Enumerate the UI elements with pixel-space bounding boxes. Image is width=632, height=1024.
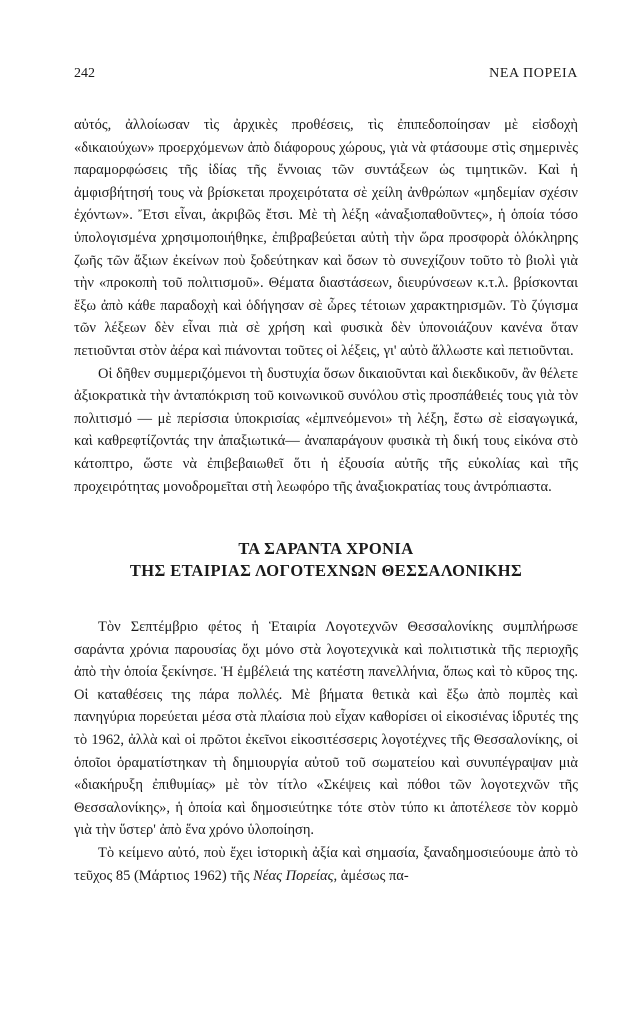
section-heading-line-1: ΤΑ ΣΑΡΑΝΤΑ ΧΡΟΝΙΑ: [238, 539, 414, 559]
section-paragraph-2-end: , ἀμέσως πα-: [333, 867, 409, 884]
section-paragraph-1: Τὸν Σεπτέμβριο φέτος ἡ Ἑταιρία Λογοτεχνῶν Θεσσαλονίκης συμπλήρωσε σαράντα χρόνια παρουσίας ὄχι μόνο στὰ λογοτεχνικὰ καὶ πολιτιστικὰ τῆς περιοχῆς ἀπὸ τὴν ὁποία ξεκίνησε. Ἡ ἐμβέλειά της κατέστη πανελλήνια, ὅπως καὶ τὸ κῦρος της. Οἱ καταθέσεις της πάρα πολλές. Μὲ βήματα θετικὰ καὶ ἔξω ἀπὸ πομπὲς καὶ πανηγύρια πορεύεται μέσα στὰ πλαίσια ποὺ εἶχαν καθορίσει οἱ εἰκοσιένας ἱδρυτές της τὸ 1962, ἀλλὰ καὶ οἱ πρῶτοι ἐκεῖνοι εἰκοσιτέσσερις λογοτέχνες τῆς Θεσσαλονίκης, οἱ ὁποῖοι ὁραματίστηκαν τὴ δημιουργία αὐτοῦ τοῦ σωματείου καὶ συνυπέγραψαν μιὰ «διακήρυξη ἐπιθυμίας» μὲ τὸν τίτλο «Σκέψεις καὶ πόθοι τῶν λογοτεχνῶν τῆς Θεσσαλονίκης», ἡ ὁποία καὶ δημοσιεύτηκε τότε στὸν τύπο κι ἀποτέλεσε τὸν κορμὸ γιὰ τὴν ὕστερ' ἀπὸ ἕνα χρόνο ὑλοποίηση.: [74, 619, 578, 839]
running-header: [74, 66, 578, 82]
section-paragraph-2: [74, 842, 578, 887]
section-heading-line-2: ΤΗΣ ΕΤΑΙΡΙΑΣ ΛΟΓΟΤΕΧΝΩΝ ΘΕΣΣΑΛΟΝΙΚΗΣ: [129, 561, 523, 581]
section-paragraph-2-start: Τὸ κείμενο αὐτό, ποὺ ἔχει ἱστορικὴ ἀξία καὶ σημασία, ξαναδημοσιεύουμε ἀπὸ τὸ τεῦχος 85 (Μάρτιος 1962) τῆς: [74, 845, 578, 884]
article-paragraph-1: αὐτός, ἀλλοίωσαν τὶς ἀρχικὲς προθέσεις, τὶς ἐπιπεδοποίησαν μὲ εἰσδοχὴ «δικαιούχων» προερχόμενων ἀπὸ διάφορους χώρους, γιὰ νὰ φτάσουμε στὶς σημερινὲς παραμορφώσεις τῆς ἰδίας τῆς ἔννοιας τῶν συντάξεων ὡς τιμητικῶν. Καὶ ἡ ἀμφισβήτησή τους νὰ βρίσκεται προχειρότατα σὲ χείλη ἀνθρώπων «μηδεμίαν σχέσιν ἐχόντων». Ἔτσι εἶναι, ἀκριβῶς ἔτσι. Μὲ τὴ λέξη «ἀναξιοπαθοῦντες», ἡ ὁποία τόσο ὑπολογισμένα χρησιμοποιήθηκε, ἐπιβραβεύεται αὐτὴ τὴν ὥρα προσφορὰ ὁλόκληρης ζωῆς τῶν ἄξιων ἐκείνων ποὺ ξοδεύτηκαν καὶ ὅσων τὸ συνεχίζουν τοῦτο τὸ βιολὶ γιὰ τὴν «προκοπὴ τοῦ πολιτισμοῦ». Θέματα διαστάσεων, διευρύνσεων κ.τ.λ. βρίσκονται ἔξω ἀπὸ κάθε παραδοχὴ καὶ ὁδήγησαν σὲ ὧρες τέτοιων χαρακτηρισμῶν. Τὸ ζύγισμα τῶν λέξεων δὲν εἶναι πιὰ σὲ χρήση καὶ φυσικὰ δὲν ὑπονοιάζουν κανένα ὅταν πετιοῦνται στὸν ἀέρα καὶ πιάνονται τοῦτες οἱ λέξεις, γι' αὐτὸ ἄλλωστε καὶ πετιοῦνται.: [74, 117, 578, 359]
page-number: 242: [74, 66, 95, 81]
article-paragraph-2: Οἱ δῆθεν συμμεριζόμενοι τὴ δυστυχία ὅσων δικαιοῦνται καὶ διεκδικοῦν, ἂν θέλετε ἀξιοκρατικὰ τὴν ἀνταπόκριση τοῦ κοινωνικοῦ συνόλου στὶς προσπάθειές τους γιὰ τὸν πολιτισμό — μὲ περίσσια ὑποκρισίας «ἐμπνεόμενοι» τὴ λέξη, ἔστω σὲ εἰσαγωγικά, καὶ καθρεφτίζοντάς την ἀπαξιωτικά— ἀναπαράγουν φυσικὰ τὴ δική τους εἰκόνα στὸ κάτοπτρο, ὥστε νὰ ἐπιβεβαιωθεῖ ὅτι ἡ ἐξουσία αὐτῆς τῆς εὐκολίας καὶ τῆς προχειρότητας μονοδρομεῖται στὴ λεωφόρο τῆς ἀναξιοκρατίας τους ἀντρόπιαστα.: [74, 365, 578, 495]
section-heading: [74, 538, 578, 582]
page-body: [74, 114, 578, 887]
journal-name: ΝΕΑ ΠΟΡΕΙΑ: [489, 66, 578, 81]
journal-title-italic: Νέας Πορείας: [253, 867, 334, 884]
